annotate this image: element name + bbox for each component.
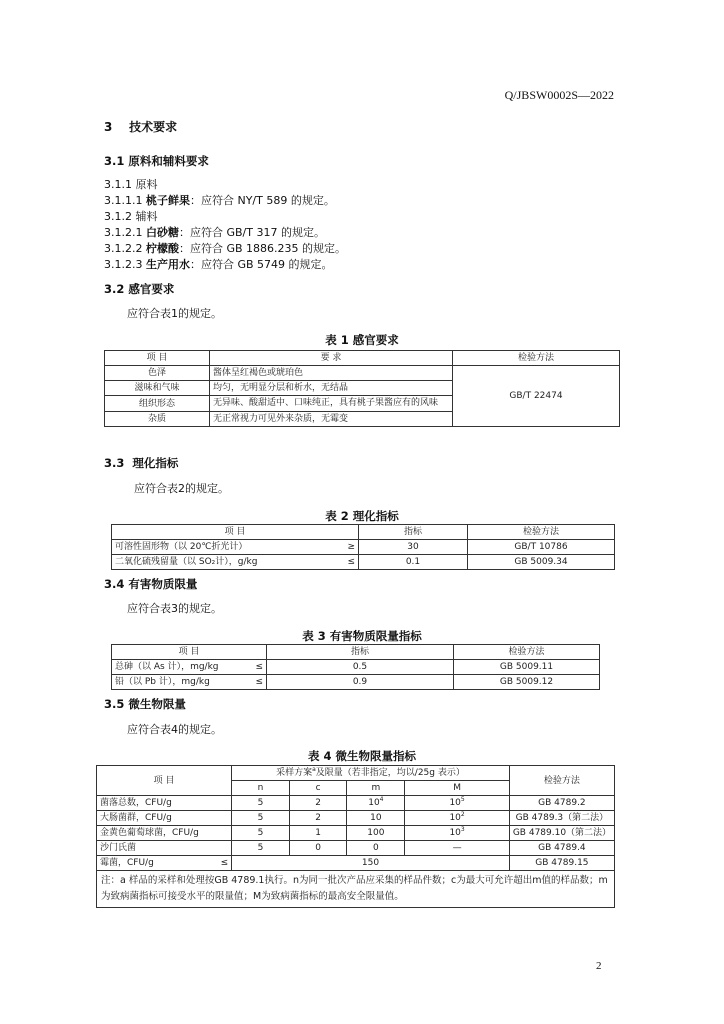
table-cell: 沙门氏菌 bbox=[97, 841, 232, 856]
item-label: 总砷（以 As 计），mg/kg bbox=[115, 662, 219, 672]
value: 10 bbox=[449, 828, 461, 838]
table-cell: 2 bbox=[289, 796, 347, 811]
table-cell: 5 bbox=[232, 796, 290, 811]
value: 10 bbox=[449, 813, 461, 823]
comparison-symbol: ≥ bbox=[347, 542, 355, 552]
page-number: 2 bbox=[596, 960, 602, 972]
section-title: 理化指标 bbox=[132, 456, 179, 470]
table-header: 指标 bbox=[359, 525, 468, 540]
clause-text: ：应符合 GB 1886.235 的规定。 bbox=[178, 242, 347, 255]
exponent: 4 bbox=[379, 796, 384, 803]
table-cell: 5 bbox=[232, 826, 290, 841]
clause-3-1-1-1 bbox=[104, 192, 335, 208]
table-cell: GB 5009.34 bbox=[468, 555, 615, 570]
section-number: 3 bbox=[104, 120, 113, 134]
table-cell: GB 5009.11 bbox=[454, 660, 600, 675]
clause-number: 3.1.2.1 bbox=[104, 226, 143, 239]
table-subheader: M bbox=[405, 781, 509, 796]
table-2-title: 表 2 理化指标 bbox=[325, 509, 399, 523]
table-cell bbox=[347, 811, 405, 826]
exponent: 2 bbox=[460, 811, 465, 818]
section-title: 微生物限量 bbox=[128, 697, 186, 711]
clause-term: 生产用水 bbox=[145, 258, 190, 271]
table-4-note: 注：a 样品的采样和处理按GB 4789.1执行。n为同一批次产品应采集的样品件数；c为最大可允许超出m值的样品数；m为致病菌指标可接受水平的限量值；M为致病菌指标的最高安全限量值。 bbox=[97, 871, 615, 908]
section-title: 有害物质限量 bbox=[128, 577, 198, 591]
table-cell: 均匀，无明显分层和析水，无结晶 bbox=[210, 381, 453, 396]
table-cell bbox=[405, 796, 509, 811]
comparison-symbol: ≤ bbox=[255, 662, 263, 672]
value: 10 bbox=[368, 798, 380, 808]
clause-text: ：应符合 GB/T 317 的规定。 bbox=[178, 226, 325, 239]
exponent: 3 bbox=[460, 826, 465, 833]
table-1 bbox=[104, 350, 620, 427]
clause-term: 白砂糖 bbox=[145, 226, 179, 239]
table-cell: GB 4789.2 bbox=[509, 796, 614, 811]
section-number: 3.3 bbox=[104, 456, 125, 470]
section-3-5-heading bbox=[104, 696, 186, 712]
clause-number: 3.1.1.1 bbox=[104, 194, 143, 207]
footnote-mark: a bbox=[312, 766, 316, 773]
section-title: 原料和辅料要求 bbox=[128, 154, 209, 168]
section-3-2-paragraph: 应符合表1的规定。 bbox=[127, 307, 222, 320]
section-3-3-heading bbox=[104, 455, 178, 471]
section-number: 3.2 bbox=[104, 282, 125, 296]
table-cell: 5 bbox=[232, 841, 290, 856]
table-header: 检验方法 bbox=[454, 645, 600, 660]
section-3-heading bbox=[104, 118, 177, 135]
table-1-title: 表 1 感官要求 bbox=[325, 333, 399, 347]
table-cell bbox=[97, 856, 232, 871]
table-cell: GB 4789.3（第二法） bbox=[509, 811, 614, 826]
table-2 bbox=[111, 524, 615, 570]
table-cell bbox=[112, 555, 359, 570]
table-cell: 0 bbox=[289, 841, 347, 856]
table-cell: 无异味、酸甜适中、口味纯正，具有桃子果酱应有的风味 bbox=[210, 396, 453, 412]
table-cell bbox=[405, 811, 509, 826]
table-header: 检验方法 bbox=[453, 351, 620, 366]
table-cell bbox=[347, 826, 405, 841]
table-header: 指标 bbox=[267, 645, 454, 660]
value: 10 bbox=[449, 798, 461, 808]
table-cell bbox=[405, 826, 509, 841]
table-cell: 大肠菌群，CFU/g bbox=[97, 811, 232, 826]
table-cell: GB 5009.12 bbox=[454, 675, 600, 690]
section-title: 感官要求 bbox=[128, 282, 175, 296]
table-subheader: m bbox=[347, 781, 405, 796]
section-3-1-heading bbox=[104, 153, 209, 169]
item-label: 铅（以 Pb 计），mg/kg bbox=[115, 677, 210, 687]
section-title: 技术要求 bbox=[129, 120, 178, 134]
section-number: 3.4 bbox=[104, 577, 125, 591]
table-cell: GB 4789.10（第二法） bbox=[509, 826, 614, 841]
table-cell: 菌落总数，CFU/g bbox=[97, 796, 232, 811]
section-3-2-heading bbox=[104, 281, 174, 297]
document-number: Q/JBSW0002S—2022 bbox=[504, 88, 614, 102]
clause-text: ：应符合 GB 5749 的规定。 bbox=[189, 258, 333, 271]
exponent: 5 bbox=[460, 796, 465, 803]
clause-number: 3.1.2.3 bbox=[104, 258, 143, 271]
table-cell: GB/T 22474 bbox=[453, 366, 620, 427]
table-header: 项 目 bbox=[97, 766, 232, 796]
table-cell: 30 bbox=[359, 540, 468, 555]
table-cell: GB/T 10786 bbox=[468, 540, 615, 555]
table-cell bbox=[347, 796, 405, 811]
table-cell: 滋味和气味 bbox=[105, 381, 210, 396]
clause-term: 柠檬酸 bbox=[145, 242, 179, 255]
section-number: 3.5 bbox=[104, 697, 125, 711]
table-cell: 0.5 bbox=[267, 660, 454, 675]
section-3-3-paragraph: 应符合表2的规定。 bbox=[134, 482, 229, 495]
header-text: 采样方案 bbox=[276, 768, 313, 778]
section-number: 3.1 bbox=[104, 154, 125, 168]
table-cell: 杂质 bbox=[105, 412, 210, 427]
table-header: 要 求 bbox=[210, 351, 453, 366]
table-cell: 无正常视力可见外来杂质，无霉变 bbox=[210, 412, 453, 427]
clause-text: ：应符合 NY/T 589 的规定。 bbox=[189, 194, 335, 207]
table-subheader: n bbox=[232, 781, 290, 796]
table-cell: 色泽 bbox=[105, 366, 210, 381]
clause-3-1-1: 3.1.1 原料 bbox=[104, 178, 158, 191]
item-label: 可溶性固形物（以 20℃折光计） bbox=[115, 542, 248, 552]
table-cell: 5 bbox=[232, 811, 290, 826]
table-cell: GB 4789.15 bbox=[509, 856, 614, 871]
table-header: 检验方法 bbox=[509, 766, 614, 796]
table-header: 项 目 bbox=[112, 645, 267, 660]
table-cell bbox=[405, 841, 509, 856]
table-cell: GB 4789.4 bbox=[509, 841, 614, 856]
clause-3-1-2: 3.1.2 辅料 bbox=[104, 210, 158, 223]
table-cell: 组织形态 bbox=[105, 396, 210, 412]
value: 0 bbox=[372, 843, 379, 853]
table-cell bbox=[347, 841, 405, 856]
comparison-symbol: ≤ bbox=[255, 677, 263, 687]
table-4-title: 表 4 微生物限量指标 bbox=[307, 749, 416, 763]
clause-number: 3.1.2.2 bbox=[104, 242, 143, 255]
table-cell bbox=[112, 540, 359, 555]
section-3-4-paragraph: 应符合表3的规定。 bbox=[127, 602, 222, 615]
table-3 bbox=[111, 644, 600, 690]
table-cell: 0.9 bbox=[267, 675, 454, 690]
value: 100 bbox=[367, 828, 385, 838]
item-label: 二氧化硫残留量（以 SO₂计），g/kg bbox=[115, 557, 258, 567]
clause-term: 桃子鲜果 bbox=[145, 194, 190, 207]
table-header: 检验方法 bbox=[468, 525, 615, 540]
table-header: 项 目 bbox=[105, 351, 210, 366]
table-subheader: c bbox=[289, 781, 347, 796]
clause-3-1-2-1 bbox=[104, 224, 325, 240]
clause-3-1-2-2 bbox=[104, 240, 346, 256]
table-header: 项 目 bbox=[112, 525, 359, 540]
table-cell: 金黄色葡萄球菌，CFU/g bbox=[97, 826, 232, 841]
table-header bbox=[232, 766, 510, 781]
table-cell bbox=[112, 675, 267, 690]
table-cell: 150 bbox=[232, 856, 510, 871]
table-3-title: 表 3 有害物质限量指标 bbox=[302, 629, 422, 643]
value: 10 bbox=[370, 813, 382, 823]
comparison-symbol: ≤ bbox=[220, 858, 229, 868]
table-cell: 1 bbox=[289, 826, 347, 841]
item-label: 霉菌，CFU/g bbox=[100, 858, 154, 868]
table-cell: 2 bbox=[289, 811, 347, 826]
table-cell bbox=[112, 660, 267, 675]
table-cell: 酱体呈红褐色或琥珀色 bbox=[210, 366, 453, 381]
section-3-5-paragraph: 应符合表4的规定。 bbox=[127, 723, 222, 736]
section-3-4-heading bbox=[104, 576, 197, 592]
comparison-symbol: ≤ bbox=[347, 557, 355, 567]
value: — bbox=[452, 843, 462, 853]
table-cell: 0.1 bbox=[359, 555, 468, 570]
table-4 bbox=[96, 765, 615, 908]
header-text: 及限量（若非指定，均以/25g 表示） bbox=[315, 768, 465, 778]
clause-3-1-2-3 bbox=[104, 256, 333, 272]
